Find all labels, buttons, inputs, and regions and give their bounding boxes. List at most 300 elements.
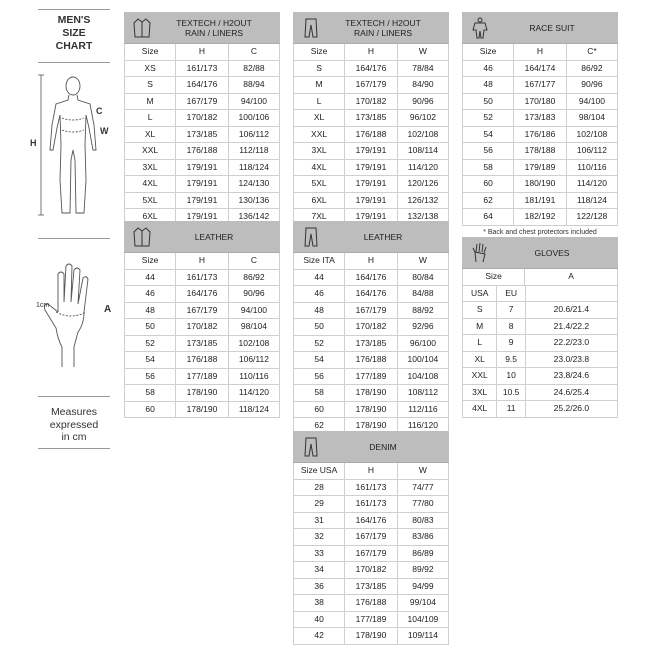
- table-header: [293, 12, 449, 44]
- table-row: [462, 127, 618, 144]
- table-row: [293, 595, 449, 612]
- table-row: [124, 402, 280, 419]
- table-row: [462, 385, 618, 402]
- jacket-icon: [132, 226, 152, 248]
- column-headers: [124, 253, 280, 270]
- table-cell: 164/176: [344, 61, 397, 77]
- table-cell: 170/180: [513, 94, 566, 110]
- table-cell: 8: [496, 319, 524, 335]
- table-row: [462, 193, 618, 210]
- table-cell: 167/179: [344, 77, 397, 93]
- table-cell: 136/142: [228, 209, 279, 225]
- race-suit-icon: [470, 17, 490, 39]
- table-row: [293, 286, 449, 303]
- column-headers: [293, 44, 449, 61]
- trousers-icon: [301, 436, 321, 458]
- table-cell: 10.5: [496, 385, 524, 401]
- table-row: [293, 336, 449, 353]
- column-header: H: [344, 44, 397, 60]
- table-cell: 118/124: [228, 160, 279, 176]
- table-row: [124, 385, 280, 402]
- trousers-icon: [301, 17, 321, 39]
- column-header: W: [397, 44, 448, 60]
- table-cell: 86/92: [566, 61, 617, 77]
- table-cell: 4XL: [472, 403, 488, 413]
- table-cell: 108/114: [397, 143, 448, 159]
- table-cell: 56: [145, 370, 155, 381]
- table-cell: 104/108: [397, 369, 448, 385]
- table-cell: 94/100: [228, 303, 279, 319]
- table-cell: 176/188: [344, 595, 397, 611]
- table-cell: 130/136: [228, 193, 279, 209]
- hand-figure: [36, 262, 106, 372]
- table-cell: 114/120: [228, 385, 279, 401]
- table-row: [293, 579, 449, 596]
- table-header: [293, 221, 449, 253]
- table-cell: 58: [145, 387, 155, 397]
- column-header: H: [175, 44, 228, 60]
- table-cell: 114/120: [397, 160, 448, 176]
- table-cell: 58: [314, 387, 324, 397]
- leather-jacket-table: [124, 221, 280, 418]
- column-header: C: [228, 253, 279, 269]
- column-header: Size: [310, 46, 328, 56]
- table-cell: 56: [483, 145, 493, 155]
- table-cell: 170/182: [344, 319, 397, 335]
- table-cell: 167/177: [513, 77, 566, 93]
- table-cell: 112/118: [228, 143, 279, 159]
- column-headers: [293, 253, 449, 270]
- column-header: W: [397, 463, 448, 479]
- leather-pants-table: [293, 221, 449, 435]
- table-cell: 99/104: [397, 595, 448, 611]
- table-row: [293, 496, 449, 513]
- table-cell: 161/173: [175, 270, 228, 286]
- table-cell: 106/112: [228, 127, 279, 143]
- table-cell: XXL: [471, 370, 488, 380]
- gloves-table: [462, 237, 618, 418]
- table-cell: 100/104: [397, 352, 448, 368]
- table-cell: 96/100: [397, 336, 448, 352]
- hand-outline-icon: [36, 262, 106, 372]
- table-cell: 179/191: [344, 160, 397, 176]
- table-cell: 50: [483, 95, 493, 106]
- column-header: C: [228, 44, 279, 60]
- chest-label: C: [96, 106, 103, 116]
- table-cell: 161/173: [175, 61, 228, 77]
- table-cell: 3XL: [311, 145, 327, 155]
- table-cell: 90/96: [566, 77, 617, 93]
- table-cell: 102/108: [397, 127, 448, 143]
- table-row: [293, 369, 449, 386]
- one-cm-label: 1cm: [36, 302, 50, 309]
- table-cell: XL: [474, 353, 485, 364]
- table-cell: 50: [314, 321, 324, 331]
- table-row: [293, 513, 449, 530]
- table-cell: 92/96: [397, 319, 448, 335]
- table-row: [293, 529, 449, 546]
- table-cell: 31: [314, 514, 324, 525]
- table-cell: 170/182: [175, 319, 228, 335]
- table-cell: 94/99: [397, 579, 448, 595]
- table-cell: S: [147, 79, 153, 89]
- table-cell: 173/185: [344, 110, 397, 126]
- table-row: [293, 94, 449, 111]
- table-cell: 32: [314, 531, 324, 541]
- table-cell: 98/104: [566, 110, 617, 126]
- table-cell: 22.2/23.0: [525, 335, 617, 351]
- table-row: [124, 61, 280, 78]
- column-header: Size: [485, 271, 502, 281]
- table-cell: 44: [314, 271, 324, 282]
- table-cell: 56: [314, 370, 324, 381]
- table-header: [124, 221, 280, 253]
- table-cell: 60: [145, 403, 155, 414]
- table-cell: 102/108: [566, 127, 617, 143]
- table-cell: 24.6/25.4: [525, 385, 617, 401]
- table-cell: 164/176: [175, 77, 228, 93]
- table-row: [124, 286, 280, 303]
- table-cell: 173/183: [513, 110, 566, 126]
- table-cell: L: [316, 95, 322, 106]
- table-title: DENIM: [369, 441, 397, 452]
- table-cell: 178/190: [175, 402, 228, 418]
- column-header: H: [513, 44, 566, 60]
- table-cell: 52: [483, 112, 493, 122]
- table-title: RACE SUIT: [529, 22, 575, 33]
- table-cell: 102/108: [228, 336, 279, 352]
- table-cell: 109/114: [397, 628, 448, 644]
- table-cell: 176/188: [344, 352, 397, 368]
- table-cell: 46: [314, 288, 324, 298]
- table-cell: 90/96: [228, 286, 279, 302]
- table-cell: 179/191: [175, 209, 228, 225]
- table-cell: 173/185: [344, 336, 397, 352]
- table-header: [462, 237, 618, 269]
- glove-icon: [470, 242, 490, 264]
- table-cell: 29: [314, 498, 324, 508]
- table-row: [124, 94, 280, 111]
- textech-pants-table: [293, 12, 449, 226]
- table-cell: L: [147, 112, 153, 122]
- table-cell: 3XL: [472, 386, 488, 397]
- table-cell: 179/191: [175, 160, 228, 176]
- table-header: [462, 12, 618, 44]
- table-row: [293, 352, 449, 369]
- table-row: [293, 61, 449, 78]
- table-cell: 167/179: [175, 94, 228, 110]
- table-row: [124, 110, 280, 127]
- measures-note: Measures expressed in cm: [49, 406, 99, 443]
- table-cell: 167/179: [344, 529, 397, 545]
- table-cell: S: [316, 62, 322, 73]
- table-cell: 181/191: [513, 193, 566, 209]
- table-cell: 84/90: [397, 77, 448, 93]
- table-cell: 124/130: [228, 176, 279, 192]
- body-figure: [30, 70, 115, 220]
- table-cell: 89/92: [397, 562, 448, 578]
- table-row: [462, 209, 618, 226]
- table-cell: 177/189: [344, 612, 397, 628]
- table-cell: 110/116: [566, 160, 617, 176]
- table-cell: 40: [314, 613, 324, 624]
- table-row: [462, 352, 618, 369]
- table-header: [293, 431, 449, 463]
- table-cell: XS: [144, 62, 156, 73]
- table-header: [124, 12, 280, 44]
- table-cell: 52: [314, 337, 324, 348]
- table-row: [462, 94, 618, 111]
- table-row: [124, 336, 280, 353]
- table-cell: 52: [145, 337, 155, 348]
- table-cell: 60: [314, 403, 324, 414]
- table-cell: 83/86: [397, 529, 448, 545]
- table-cell: 126/132: [397, 193, 448, 209]
- table-cell: 170/182: [344, 94, 397, 110]
- table-cell: 36: [314, 580, 324, 591]
- table-row: [462, 176, 618, 193]
- column-header: Size USA: [300, 465, 338, 475]
- table-cell: 34: [314, 564, 324, 574]
- table-cell: 177/189: [175, 369, 228, 385]
- column-header: W: [397, 253, 448, 269]
- textech-jacket-table: [124, 12, 280, 226]
- table-cell: 176/186: [513, 127, 566, 143]
- table-cell: 90/96: [397, 94, 448, 110]
- table-cell: 5XL: [311, 178, 327, 188]
- table-cell: 178/190: [344, 385, 397, 401]
- table-cell: 88/92: [397, 303, 448, 319]
- table-row: [293, 385, 449, 402]
- table-cell: 86/89: [397, 546, 448, 562]
- table-row: [293, 127, 449, 144]
- jacket-icon: [132, 17, 152, 39]
- table-cell: 106/112: [228, 352, 279, 368]
- table-cell: 23.0/23.8: [525, 352, 617, 368]
- table-cell: 80/84: [397, 270, 448, 286]
- table-row: [293, 160, 449, 177]
- table-cell: 167/179: [344, 546, 397, 562]
- table-cell: 118/124: [566, 193, 617, 209]
- table-cell: 177/189: [344, 369, 397, 385]
- table-row: [462, 110, 618, 127]
- body-outline-icon: [30, 70, 115, 220]
- table-cell: 100/106: [228, 110, 279, 126]
- table-row: [293, 480, 449, 497]
- chart-title: MEN'S SIZE CHART: [55, 14, 93, 52]
- table-row: [462, 160, 618, 177]
- table-cell: 167/179: [344, 303, 397, 319]
- table-cell: 178/190: [344, 402, 397, 418]
- table-cell: 120/126: [397, 176, 448, 192]
- table-cell: 122/128: [566, 209, 617, 225]
- table-cell: 60: [483, 178, 493, 188]
- table-cell: 50: [145, 321, 155, 331]
- table-row: [124, 369, 280, 386]
- table-cell: 3XL: [142, 161, 158, 172]
- table-cell: 46: [145, 288, 155, 298]
- table-cell: 4XL: [142, 178, 158, 188]
- table-row: [293, 110, 449, 127]
- table-cell: 161/173: [344, 496, 397, 512]
- table-cell: 11: [496, 401, 524, 417]
- table-cell: 178/188: [513, 143, 566, 159]
- table-cell: 82/88: [228, 61, 279, 77]
- table-row: [293, 319, 449, 336]
- table-cell: 176/188: [175, 143, 228, 159]
- column-header: H: [344, 253, 397, 269]
- column-header: H: [175, 253, 228, 269]
- table-cell: 178/190: [344, 418, 397, 434]
- column-header: USA: [470, 287, 489, 298]
- table-row: [462, 61, 618, 78]
- table-cell: 178/190: [175, 385, 228, 401]
- table-row: [293, 402, 449, 419]
- table-cell: 48: [314, 304, 324, 315]
- table-cell: 5XL: [142, 194, 158, 205]
- race-suit-table: [462, 12, 618, 240]
- table-cell: 25.2/26.0: [525, 401, 617, 417]
- table-cell: 88/94: [228, 77, 279, 93]
- table-cell: 6XL: [311, 194, 327, 205]
- table-title: GLOVES: [534, 247, 570, 258]
- table-cell: S: [476, 304, 483, 314]
- table-row: [293, 628, 449, 645]
- table-cell: 7: [496, 302, 524, 318]
- table-cell: 112/116: [397, 402, 448, 418]
- waist-label: W: [100, 126, 109, 136]
- table-cell: 132/138: [397, 209, 448, 225]
- table-cell: XL: [313, 112, 325, 122]
- table-cell: 9.5: [496, 352, 524, 368]
- table-cell: 164/176: [344, 513, 397, 529]
- table-cell: 164/176: [344, 286, 397, 302]
- table-row: [462, 401, 618, 418]
- denim-table: [293, 431, 449, 645]
- table-cell: 167/179: [175, 303, 228, 319]
- table-cell: XXL: [142, 145, 159, 155]
- table-cell: 173/185: [175, 127, 228, 143]
- table-cell: 46: [483, 62, 493, 73]
- table-cell: 96/102: [397, 110, 448, 126]
- table-cell: 86/92: [228, 270, 279, 286]
- table-row: [462, 368, 618, 385]
- table-row: [124, 193, 280, 210]
- table-cell: 179/191: [175, 193, 228, 209]
- table-row: [462, 335, 618, 352]
- table-cell: 116/120: [397, 418, 448, 434]
- table-row: [124, 270, 280, 287]
- table-cell: 182/192: [513, 209, 566, 225]
- glove-a-label: A: [104, 304, 112, 315]
- table-cell: 179/191: [344, 176, 397, 192]
- table-cell: XL: [144, 128, 156, 139]
- table-cell: 173/185: [175, 336, 228, 352]
- table-cell: M: [315, 79, 323, 89]
- table-cell: 104/109: [397, 612, 448, 628]
- table-cell: 54: [314, 354, 324, 364]
- column-header: Size: [141, 46, 159, 56]
- table-cell: 48: [145, 304, 155, 315]
- column-header: C*: [566, 44, 617, 60]
- table-cell: 80/83: [397, 513, 448, 529]
- table-cell: 118/124: [228, 402, 279, 418]
- table-row: [124, 303, 280, 320]
- column-header: Size: [479, 46, 497, 56]
- table-row: [293, 77, 449, 94]
- column-header: EU: [496, 286, 524, 302]
- column-headers: [462, 44, 618, 61]
- table-cell: 176/188: [175, 352, 228, 368]
- table-cell: 164/176: [175, 286, 228, 302]
- table-cell: 64: [483, 211, 493, 221]
- table-cell: 94/100: [566, 94, 617, 110]
- table-cell: M: [146, 95, 154, 106]
- table-cell: 114/120: [566, 176, 617, 192]
- table-cell: 23.8/24.6: [525, 368, 617, 384]
- table-cell: L: [477, 337, 483, 347]
- table-row: [462, 319, 618, 336]
- table-title: TEXTECH / H2OUT RAIN / LINERS: [176, 17, 252, 38]
- column-header: H: [344, 463, 397, 479]
- column-header: Size ITA: [303, 255, 335, 265]
- table-row: [293, 176, 449, 193]
- table-cell: 84/88: [397, 286, 448, 302]
- table-row: [124, 127, 280, 144]
- table-cell: 62: [314, 420, 324, 430]
- table-cell: 170/182: [344, 562, 397, 578]
- table-row: [462, 302, 618, 319]
- table-cell: 6XL: [142, 211, 158, 221]
- table-cell: 42: [314, 630, 324, 640]
- table-row: [124, 77, 280, 94]
- table-cell: 179/191: [344, 193, 397, 209]
- table-cell: 78/84: [397, 61, 448, 77]
- table-cell: 180/190: [513, 176, 566, 192]
- table-cell: 58: [483, 161, 493, 172]
- table-cell: 164/176: [344, 270, 397, 286]
- table-cell: 179/191: [344, 143, 397, 159]
- table-cell: 108/112: [397, 385, 448, 401]
- table-row: [124, 160, 280, 177]
- table-row: [124, 352, 280, 369]
- column-headers: [293, 463, 449, 480]
- table-cell: 110/116: [228, 369, 279, 385]
- table-cell: 9: [496, 335, 524, 351]
- table-cell: 48: [483, 79, 493, 89]
- table-cell: 170/182: [175, 110, 228, 126]
- table-row: [293, 270, 449, 287]
- table-cell: 94/100: [228, 94, 279, 110]
- table-cell: 77/80: [397, 496, 448, 512]
- table-row: [462, 77, 618, 94]
- table-cell: 62: [483, 194, 493, 205]
- table-cell: 164/174: [513, 61, 566, 77]
- table-cell: XXL: [311, 128, 328, 139]
- table-cell: 7XL: [311, 211, 327, 221]
- table-row: [124, 319, 280, 336]
- table-row: [293, 143, 449, 160]
- footnote: * Back and chest protectors included: [483, 228, 597, 236]
- table-cell: 179/189: [513, 160, 566, 176]
- column-headers: [124, 44, 280, 61]
- table-cell: 98/104: [228, 319, 279, 335]
- table-cell: 54: [483, 128, 493, 139]
- table-cell: 10: [496, 368, 524, 384]
- table-cell: 28: [314, 481, 324, 492]
- column-header: A: [524, 269, 617, 285]
- table-cell: 176/188: [344, 127, 397, 143]
